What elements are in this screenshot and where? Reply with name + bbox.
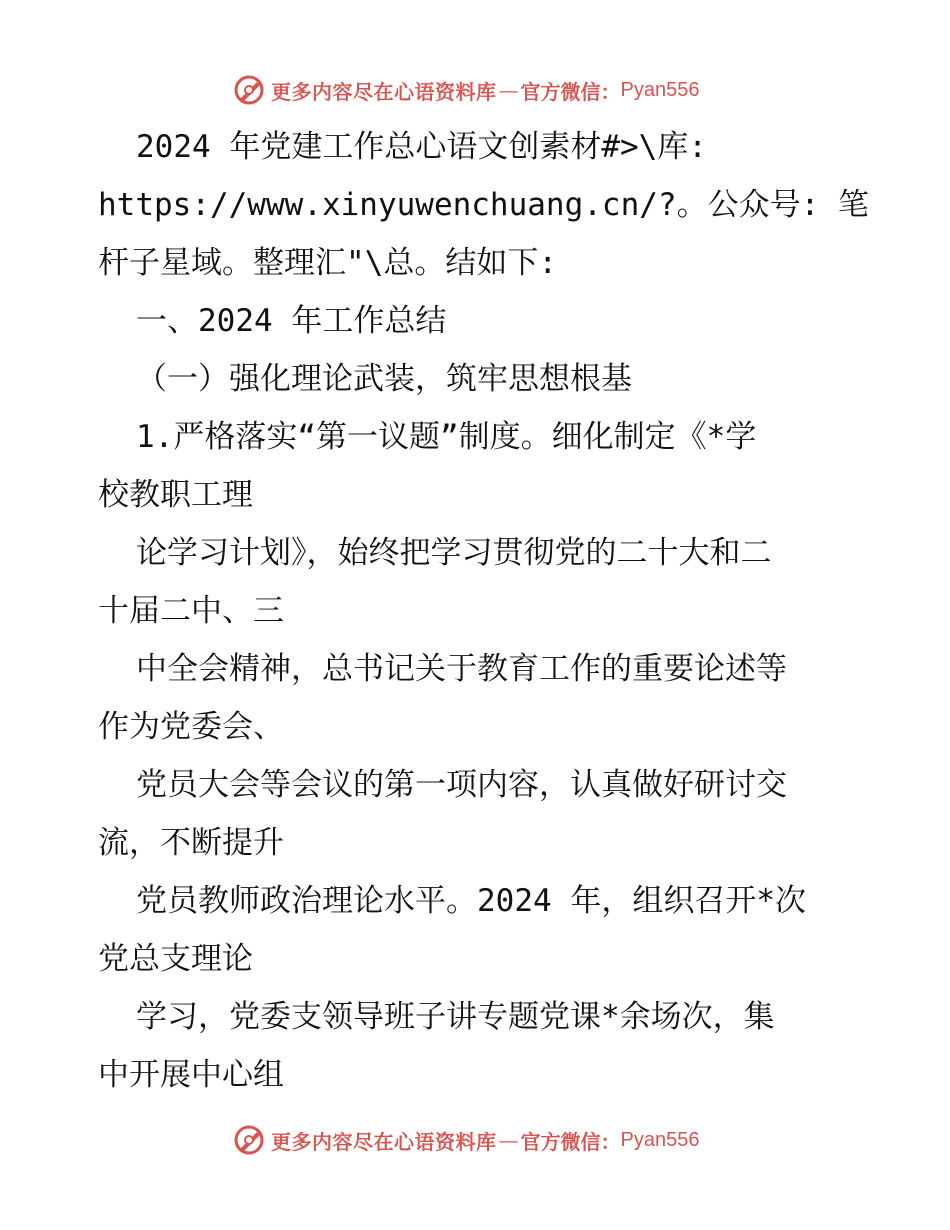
text-line: 1.严格落实“第一议题”制度。细化制定《*学: [136, 419, 757, 455]
text-line: 中开展中心组: [98, 1057, 284, 1093]
banner-main-text: 更多内容尽在心语资料库: [271, 79, 497, 104]
footer-banner: [233, 1120, 699, 1160]
text-line: 党总支理论: [98, 941, 253, 977]
banner-separator: —: [498, 78, 519, 102]
text-line: 流，不断提升: [98, 825, 284, 861]
red-pen-circle-logo-icon: [233, 74, 265, 106]
banner-main-text: 更多内容尽在心语资料库: [271, 1129, 497, 1154]
text-line: 学习，党委支领导班子讲专题党课*余场次，集: [136, 999, 775, 1035]
section-heading: 一、2024 年工作总结: [136, 303, 447, 339]
banner-official-label: 官方微信：: [520, 79, 621, 104]
text-line: 作为党委会、: [98, 709, 284, 745]
text-line: 论学习计划》，始终把学习贯彻党的二十大和二: [136, 535, 772, 571]
banner-wechat-id: Pyan556: [620, 78, 700, 101]
banner-wechat-id: Pyan556: [620, 1128, 700, 1151]
header-banner: [233, 70, 699, 110]
banner-separator: —: [498, 1128, 519, 1152]
text-line: 2024 年党建工作总心语文创素材#>\库:: [136, 129, 707, 165]
text-line: 杆子星域。整理汇"\总。结如下:: [98, 245, 557, 281]
text-line: 党员教师政治理论水平。2024 年，组织召开*次: [136, 883, 806, 919]
text-line: https://www.xinyuwenchuang.cn/?。公众号: 笔: [98, 187, 869, 223]
text-line: 党员大会等会议的第一项内容，认真做好研讨交: [136, 767, 787, 803]
subsection-heading: （一）强化理论武装，筑牢思想根基: [136, 361, 632, 397]
text-line: 中全会精神，总书记关于教育工作的重要论述等: [136, 651, 787, 687]
text-line: 校教职工理: [98, 477, 253, 513]
document-body: [98, 118, 869, 1104]
red-pen-circle-logo-icon: [233, 1124, 265, 1156]
text-line: 十届二中、三: [98, 593, 284, 629]
banner-official-label: 官方微信：: [520, 1129, 621, 1154]
